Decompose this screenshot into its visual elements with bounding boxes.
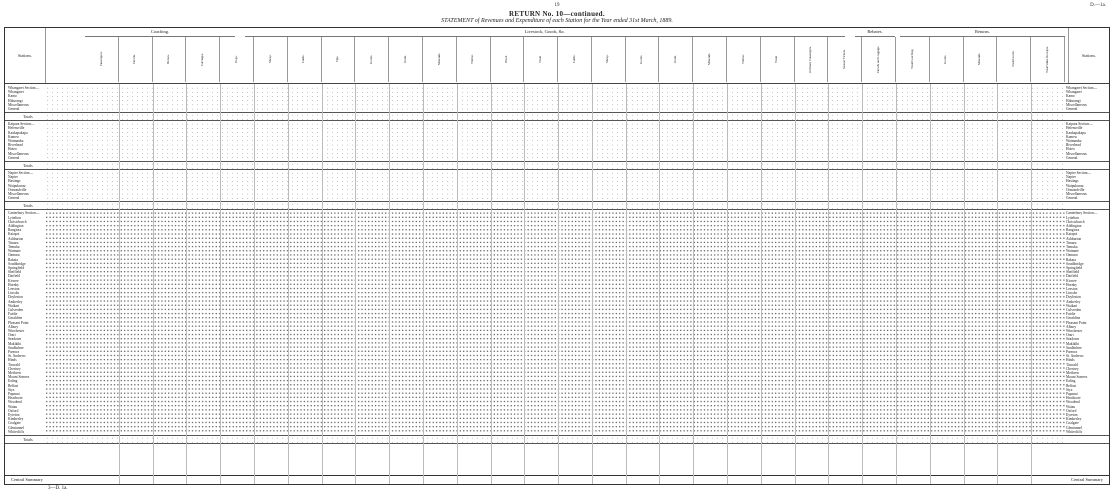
station-name: Rangiora [8,228,22,233]
column-rule [153,84,154,484]
column-header-label: Total. [537,55,542,63]
figures-area [45,171,1065,200]
station-name: Pareora [8,349,19,354]
station-name-right: Waikari [1066,303,1078,308]
station-name: Styx [8,387,15,392]
station-name: Kumeu [8,134,19,139]
station-name-right: Papanui [1066,391,1078,396]
station-name: Addington [8,223,24,228]
station-name: Oxford [8,408,19,413]
column-header [119,37,153,82]
column-rule [659,84,660,484]
station-name: Fairlie [8,312,18,317]
station-name: General [8,155,20,160]
column-header-label: Goods. [639,54,644,64]
column-header [930,37,964,82]
column-header-label: Timber. [470,54,475,64]
station-name: St. Andrews [8,354,26,359]
station-name-right: Ealing [1066,379,1076,384]
station-name: Sheffield [8,270,22,275]
station-name-right: Methven [1066,370,1079,375]
group-rebates: Rebates. [855,28,895,37]
column-header-label: Carriages. [199,52,204,66]
column-header [491,37,525,82]
section-block [5,122,1109,160]
station-name: General [8,107,20,111]
station-name: Papanui [8,391,20,396]
column-header [288,37,322,82]
station-name-right: Hastings [1066,179,1079,184]
column-header-label: Grain. [673,54,678,64]
station-name-right: Ashburton [1066,236,1082,241]
column-rule [930,84,931,484]
column-header [254,37,288,82]
station-name-right: Geraldine [1066,316,1081,321]
reference-bottom-left: 3—D. 1a. [48,486,68,491]
column-header [761,37,795,82]
column-header [795,37,829,82]
column-header [659,37,693,82]
totals-label: Totals [23,203,33,209]
station-name-right: Coalgate [1066,421,1079,426]
column-header-label: Season Tickets. [842,49,847,69]
totals-figures [45,202,1065,209]
column-rule [254,84,255,484]
station-name: Glentunnel [8,425,24,430]
column-header [896,37,930,82]
station-name-right: Timaru [1066,240,1077,245]
station-name-right: Darfield [1066,274,1078,279]
station-name: Kirwee [8,278,19,283]
station-name: Kaiapoi [8,232,20,237]
column-header-label: Wool. [504,55,509,63]
station-name: Woodend [8,400,22,405]
station-name-right: Miscellaneous [1066,192,1087,196]
station-name-right: Kamo [1066,94,1075,99]
station-name: Waiau [8,404,18,409]
group-returns: Returns. [900,28,1065,37]
reference-top-right: D.—1a. [1090,3,1106,8]
station-name-right: Whangarei [1066,90,1082,95]
column-header-label: Minerals. [977,52,982,66]
station-name-right: General [1066,196,1078,201]
section-name-right: Whangarei Section— [1066,86,1098,90]
column-rule [828,84,829,484]
station-name: Winchester [8,328,25,333]
column-rule [524,84,525,484]
column-rule [389,84,390,484]
totals-label: Totals [23,163,33,168]
column-header-label: Minerals. [436,52,441,66]
column-header [626,37,660,82]
section-block [5,86,1109,111]
station-name: Studholme [8,345,24,350]
totals-figures [45,162,1065,169]
station-name-right: Kaiapoi [1066,232,1078,237]
station-name-right: Tinwald [1066,362,1078,367]
column-header [322,37,356,82]
station-name-right: Helensville [1066,126,1083,131]
section-name: Kaipara Section— [8,122,35,127]
station-name-right: Pleasant Point [1066,320,1087,325]
column-header-label: Parcels. [132,54,137,65]
station-name-right: Leeston [1066,286,1078,291]
column-rule [626,84,627,484]
column-rule [355,84,356,484]
page-number: 19 [554,3,560,8]
column-header [964,37,998,82]
station-name: Albury [8,324,19,329]
station-name: Chertsey [8,366,21,371]
section-name: Whangarei Section— [8,86,40,90]
column-header-label: Horses. [166,54,171,64]
column-header-label: Parcels and Luggage. [875,45,880,73]
station-name-right: Winchester [1066,328,1083,333]
station-name-right: Hikurangi [1066,98,1081,103]
station-name-right: St. Andrews [1066,354,1084,359]
station-name-right: Albury [1066,324,1077,329]
column-header [389,37,423,82]
table-body [5,84,1109,484]
station-name: Ashburton [8,236,24,241]
station-name: Culverden [8,307,23,312]
column-rule [693,84,694,484]
station-name-right: General [1066,107,1078,111]
section-totals-row [5,161,1109,170]
station-name: Springfield [8,265,25,270]
station-name: Napier [8,175,18,180]
section-name: Napier Section— [8,171,34,175]
column-header [693,37,727,82]
station-name-right: Belfast [1066,383,1077,388]
station-name-right: Glentunnel [1066,425,1082,430]
station-name: Pleasant Point [8,320,29,325]
station-name-right: Riverhead [1066,143,1081,148]
station-name-right: Waimate [1066,249,1079,254]
column-header [220,37,254,82]
station-name-right: Fairlie [1066,312,1076,317]
group-livestock-goods: Livestock, Goods, &c. [245,28,845,37]
station-name: Ormondville [8,187,27,192]
column-header-label: Goods. [943,54,948,64]
station-name: Heathcote [8,396,23,401]
station-name-right: Woodend [1066,400,1080,405]
station-name: Whangarei [8,90,24,95]
column-header [997,37,1031,82]
station-name-right: Styx [1066,387,1073,392]
station-name: Hoteo [8,147,17,152]
station-name: Seadown [8,337,22,342]
column-header-label: Grain. [402,54,407,64]
station-name-right: Rakaia [1066,257,1076,262]
totals-label: Totals [23,437,33,442]
column-rule [964,84,965,484]
station-name: Temuka [8,244,20,249]
column-header [186,37,220,82]
station-name: Timaru [8,240,19,245]
totals-label: Totals [23,114,33,120]
station-name: Eyreton [8,412,20,417]
figures-area [45,86,1065,111]
station-name-right: Addington [1066,223,1082,228]
station-name-right: Doyleston [1066,295,1081,300]
totals-figures [45,436,1065,443]
station-name: Southbridge [8,261,26,266]
column-rule [592,84,593,484]
column-header [457,37,491,82]
station-name: Christchurch [8,219,27,224]
column-rule [186,84,187,484]
column-header [153,37,187,82]
column-header [85,37,119,82]
station-name-right: Lincoln [1066,291,1078,296]
station-name: Hinds [8,358,17,363]
station-name-right: Rangiora [1066,228,1080,233]
column-rule [896,84,897,484]
station-name-right: General [1066,155,1078,160]
station-name-right: Studholme [1066,345,1082,350]
column-rule [423,84,424,484]
station-name: Oamaru [8,253,20,258]
station-name-right: Orari [1066,333,1074,338]
station-name: Orari [8,333,16,338]
table-header [5,28,1109,84]
column-header-label: Cattle. [571,54,576,64]
stations-column-header: Stations. [5,28,46,83]
grand-total-label-right: Central Summary [1071,477,1103,482]
column-rule [288,84,289,484]
station-name: Tinwald [8,362,20,367]
column-header-label: Goods. [368,54,373,64]
station-name: Riverhead [8,143,23,148]
column-header [524,37,558,82]
station-name-right: Southbridge [1066,261,1084,266]
section-name-right: Canterbury Section— [1066,211,1098,216]
station-name: Miscellaneous [8,151,29,156]
document-title: RETURN No. 10—continued. [509,10,605,18]
station-name-right: Springfield [1066,265,1083,270]
station-name-right: Waiau [1066,404,1076,409]
station-name-right: Makikihi [1066,341,1080,346]
station-name: Geraldine [8,316,23,321]
column-rule [997,84,998,484]
station-name-right: Heathcote [1066,396,1081,401]
column-header-label: Total Value Receipts. [1044,45,1049,73]
station-name-right: Christchurch [1066,219,1085,224]
column-header-label: Passengers. [98,51,103,67]
station-name: Mount Somers [8,375,30,380]
station-name: Rakaia [8,257,18,262]
grand-total-row [5,475,1109,484]
station-name: Makikihi [8,341,22,346]
station-name: Kamo [8,94,17,99]
station-name-right: Waipukurau [1066,183,1084,188]
document-subtitle: STATEMENT of Revenues and Expenditure of each Station for the Year ended 31st March, 1889. [441,18,673,24]
station-name-right: Hoteo [1066,147,1075,152]
section-name: Canterbury Section— [8,211,40,216]
column-header [1031,37,1065,82]
station-name-right: Lyttelton [1066,215,1079,220]
section-block [5,171,1109,200]
station-name-right: Kaukapakapa [1066,130,1086,135]
column-rule [1031,84,1032,484]
column-header-label: Sheep. [267,54,272,64]
station-name-right: Sheffield [1066,270,1080,275]
column-header [423,37,457,82]
column-header-label: Total. [774,55,779,63]
figures-area [45,211,1065,434]
station-name: Ealing [8,379,18,384]
station-name-right: Chertsey [1066,366,1079,371]
column-rule [761,84,762,484]
station-name: Amberley [8,299,23,304]
column-header-label: Timber. [740,54,745,64]
column-rule [491,84,492,484]
column-header [828,37,862,82]
station-name: Belfast [8,383,19,388]
grand-total-label: Central Summary [11,477,43,482]
station-name: Leeston [8,286,20,291]
station-name-right: Oamaru [1066,253,1078,258]
column-rule [558,84,559,484]
station-name-right: Amberley [1066,299,1081,304]
station-name-right: Temuka [1066,244,1078,249]
station-name-right: Mount Somers [1066,375,1088,380]
station-name-right: Waimauku [1066,138,1082,143]
section-totals-row [5,112,1109,121]
section-totals-row [5,435,1109,444]
station-name-right: Eyreton [1066,412,1078,417]
section-name-right: Kaipara Section— [1066,122,1093,127]
station-name-right: Napier [1066,175,1076,180]
column-header [727,37,761,82]
station-name: Helensville [8,126,25,131]
column-header-label: Cattle. [301,54,306,64]
column-header-label: Minerals. [706,52,711,66]
station-name-right: Culverden [1066,307,1081,312]
station-name-right: Hornby [1066,282,1077,287]
column-header [592,37,626,82]
column-rule [862,84,863,484]
station-name: Miscellaneous [8,102,29,107]
column-header-label: Dogs. [233,55,238,63]
group-coaching: Coaching. [85,28,235,37]
section-name-right: Napier Section— [1066,171,1092,175]
station-name: Lyttelton [8,215,21,220]
station-name-right: Kimberley [1066,417,1082,422]
column-header-label: Pigs. [335,55,340,63]
station-name: Kaukapakapa [8,130,28,135]
station-name-right: Seadown [1066,337,1080,342]
station-name: Whitecliffs [8,429,25,434]
station-name: Hikurangi [8,98,23,103]
station-name-right: Hinds [1066,358,1075,363]
station-name: General [8,196,20,201]
stations-column-header-right: Stations. [1068,28,1109,83]
statistical-table [4,27,1110,485]
column-header [862,37,896,82]
section-totals-row [5,201,1109,210]
station-name: Lincoln [8,291,20,296]
station-name: Waimauku [8,138,24,143]
station-name: Hastings [8,179,21,184]
station-name-right: Pareora [1066,349,1077,354]
station-name: Darfield [8,274,20,279]
column-rule [795,84,796,484]
station-name-right: Miscellaneous [1066,151,1087,156]
column-rule [220,84,221,484]
column-header [355,37,389,82]
station-name: Doyleston [8,295,23,300]
section-block [5,211,1109,434]
station-name-right: Whitecliffs [1066,429,1083,434]
column-rule [322,84,323,484]
station-name-right: Kirwee [1066,278,1077,283]
station-name: Methven [8,370,21,375]
column-header-label: Total Coaching. [909,48,914,70]
station-name: Waipukurau [8,183,26,188]
column-rule [119,84,120,484]
column-header [558,37,592,82]
station-name-right: Miscellaneous [1066,102,1087,107]
station-name: Waimate [8,249,21,254]
station-name: Waikari [8,303,20,308]
station-name-right: Kumeu [1066,134,1077,139]
station-name-right: Oxford [1066,408,1077,413]
station-name: Coalgate [8,421,21,426]
station-name: Hornby [8,282,19,287]
totals-figures [45,113,1065,120]
column-header-label: Total Goods. [1011,50,1015,68]
column-rule [727,84,728,484]
column-rule [457,84,458,484]
station-name: Miscellaneous [8,192,29,196]
figures-area [45,122,1065,160]
column-header-label: Ordinary Passengers. [808,45,813,73]
station-name: Kimberley [8,417,24,422]
station-name-right: Ormondville [1066,187,1085,192]
column-header-label: Sheep. [605,54,610,64]
